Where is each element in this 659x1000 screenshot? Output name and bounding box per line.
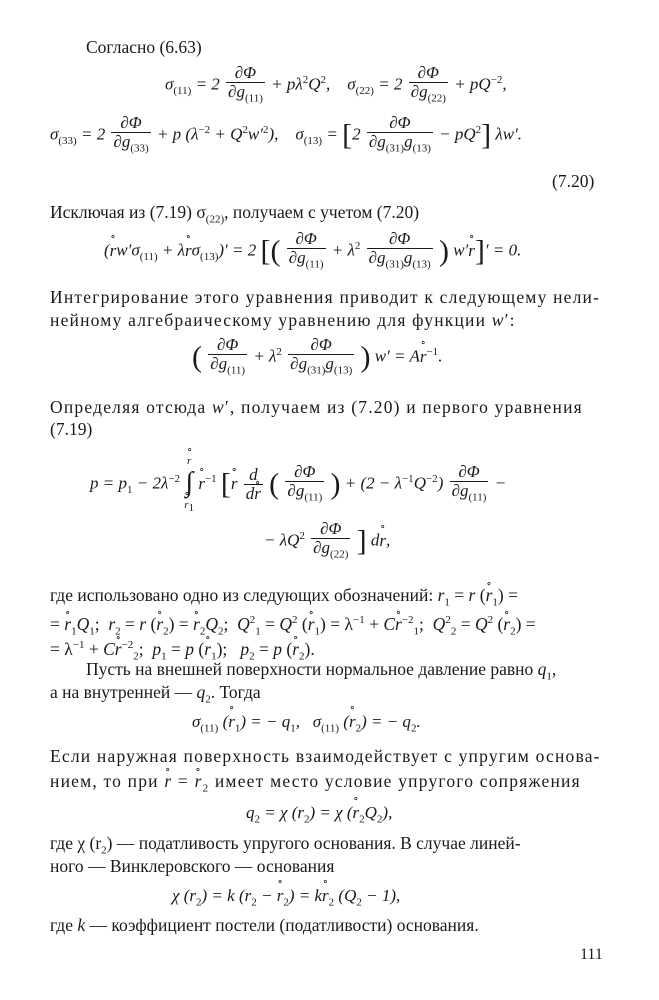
text-line-4: нейному алгебраическому уравнению для функции w′: bbox=[50, 310, 516, 330]
text-line-6: (7.19) bbox=[50, 419, 93, 439]
text-line-2: Исключая из (7.19) $\sigma_{(22)}$, получаем с учетом (7.20) bbox=[50, 202, 420, 226]
text-line-13: нием, то при ∘ r = ∘ $r_2$ имеет место условие упругого сопряжения bbox=[50, 770, 581, 800]
equation-w-prime: ( $\frac{\partial\Phi}{\partial g_{(11)}}$ + $\lambda^2$ $\frac{\partial\Phi}{\partial g_{(31)}g_{(13)}}$ ) w′ = A∘ $r^{-1}$. bbox=[192, 336, 442, 379]
text-line-3: Интегрирование этого уравнения приводит к следующему нели- bbox=[50, 287, 601, 307]
equation-sigma11-sigma22: $\sigma_{(11)} = 2$ $\frac{\partial\Phi}{\partial g_{(11)}}$ + $p\lambda^2Q^2$, $\sigma_{(22)} = 2$ $\frac{\partial\Phi}{\partial g_{(22)}}$ + $pQ^{-2}$, bbox=[165, 63, 507, 105]
text-line-12: Если наружная поверхность взаимодействует с упругим основа- bbox=[50, 746, 601, 766]
equation-integral-balance: (∘ $rw'\sigma_{(11)}$ + λ∘ $r\sigma_{(13)})' = 2$ [( $\frac{\partial\Phi}{\partial g_{(11)}}$ + $\lambda^2$ $\frac{\partial\Phi}{\partial g_{(31)}g_{(13)}}$ ) w′∘ r]′ = 0. bbox=[104, 230, 521, 273]
equation-winkler: χ $(r_2) = k$ ($r_2$ − ∘ $r_2$) = k∘ $r_2$ $(Q_2 - 1)$, bbox=[172, 886, 400, 908]
equation-boundary-stresses: $\sigma_{(11)}$ (∘ $r_1$) = − $q_1$, $\sigma_{(11)}$ (∘ $r_2$) = − $q_2$. bbox=[192, 712, 421, 734]
text-line-8: = ∘ $r_1Q_1$; $r_2 = r$ (∘ $r_2$) = ∘ $r_2Q_2$; $Q^2_1 = Q^2$ (∘ $r_1) = \lambda^{-1}$ + C∘ $r^{-2}_1$; $Q^2_2 = Q^2$ (∘ $r_2$) = bbox=[50, 609, 536, 642]
text-line-10: Пусть на внешней поверхности нормальное давление равно $q_1$, bbox=[86, 659, 557, 683]
equation-pressure-line-2: − $\lambda Q^2$ $\frac{\partial\Phi}{\partial g_{(22)}}$ ] d∘ r, bbox=[264, 520, 390, 563]
text-line-1: Согласно (6.63) bbox=[86, 37, 202, 57]
equation-pressure-line-1: $p = p_1 - 2\lambda^{-2}$ ∘ r ∫ ∘ $r_1$ ∘ $r^{-1}$ [∘ r $\frac{d}{d\circ r}$ ( $\frac{\partial\Phi}{\partial g_{(11)}}$ ) + $(2 - \lambda^{-1}Q^{-2})$ $\frac{\partial\Phi}{\partial g_{(11)}}$ − bbox=[90, 454, 506, 515]
text-line-9: = $\lambda^{-1}$ + C∘ $r^{-2}_2$; $p_1 = p$ (∘ $r_1$); $p_2 = p$ (∘ $r_2$). bbox=[50, 634, 315, 667]
equation-elastic-coupling: $q_2 = \chi$ $(r_2) = \chi$ (∘ $r_2Q_2$), bbox=[246, 803, 392, 825]
equation-sigma33-sigma13: $\sigma_{(33)} = 2$ $\frac{\partial\Phi}{\partial g_{(33)}}$ + p $(\lambda^{-2} + Q^2w'^2)$, $\sigma_{(13)} = [2$ $\frac{\partial\Phi}{\partial g_{(31)}g_{(13)}}$ − $pQ^2$] λw′. bbox=[50, 113, 523, 155]
text-line-15: ного — Винклеровского — основания bbox=[50, 856, 335, 876]
page-number: 111 bbox=[580, 946, 603, 963]
equation-number-720: (7.20) bbox=[552, 171, 595, 191]
text-line-5: Определяя отсюда w′, получаем из (7.20) и первого уравнения bbox=[50, 397, 583, 417]
text-line-14: где χ $(r_2)$ — податливость упругого основания. В случае линей- bbox=[50, 833, 521, 857]
text-line-11: а на внутренней — $q_2$. Тогда bbox=[50, 682, 261, 706]
text-line-7: где использовано одно из следующих обозначений: $r_1 = r$ (∘ $r_1$) = bbox=[50, 584, 518, 614]
text-line-16: где k — коэффициент постели (податливости) основания. bbox=[50, 915, 479, 935]
